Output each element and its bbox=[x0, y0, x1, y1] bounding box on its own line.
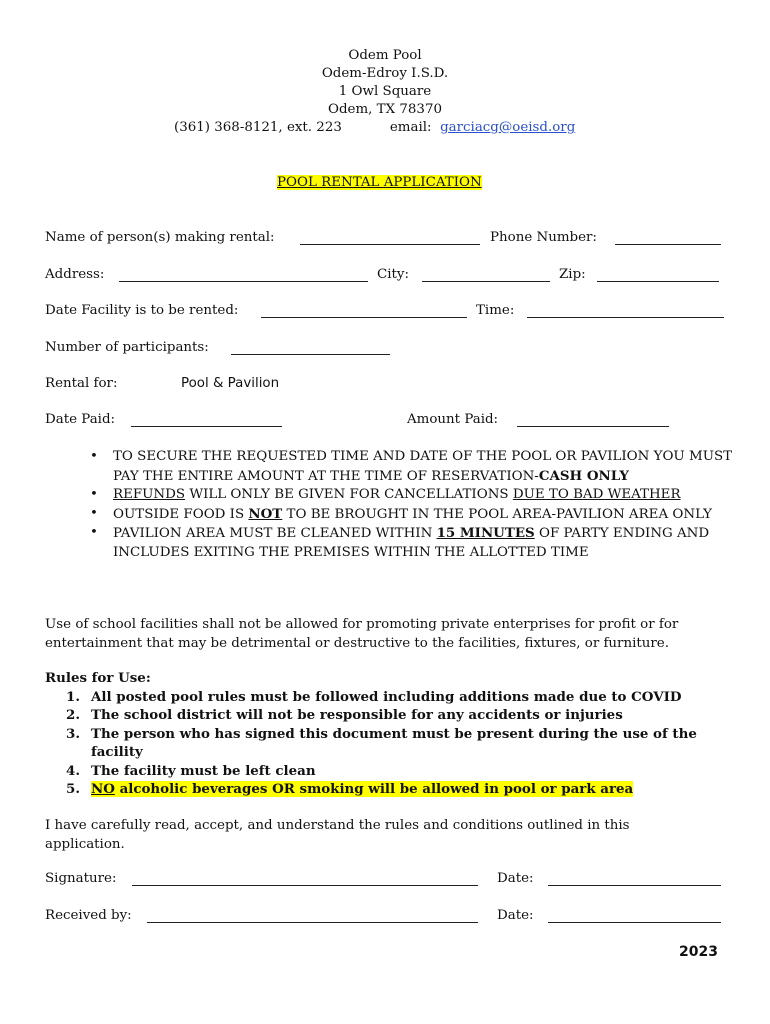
header-phone: (361) 368-8121, ext. 223 bbox=[174, 120, 342, 135]
notice-item bbox=[88, 505, 748, 525]
header-address: 1 Owl Square bbox=[338, 84, 432, 99]
bullet-icon: • bbox=[90, 505, 98, 521]
amount-paid-label: Amount Paid: bbox=[407, 412, 499, 427]
address-label: Address: bbox=[45, 267, 105, 282]
policy-paragraph: Use of school facilities shall not be allowed for promoting private enterprises for profit or for entertainment that may be detrimental or destructive to the facilities, fixtures, or furniture. bbox=[45, 617, 679, 651]
rule-text: The person who has signed this document must be present during the use of the facility bbox=[91, 725, 697, 761]
rules-heading: Rules for Use: bbox=[45, 670, 151, 686]
notice-text: WILL ONLY BE GIVEN FOR CANCELLATIONS bbox=[185, 487, 513, 503]
signature-label: Signature: bbox=[45, 871, 117, 886]
title-wrap bbox=[277, 175, 482, 190]
notice-item bbox=[88, 486, 748, 505]
notice-text: OF PARTY ENDING AND INCLUDES EXITING THE PREMISES WITHIN THE ALLOTTED TIME bbox=[113, 526, 710, 560]
page-title: POOL RENTAL APPLICATION bbox=[277, 175, 482, 190]
name-field[interactable] bbox=[300, 231, 480, 245]
header-district: Odem-Edroy I.S.D. bbox=[321, 66, 449, 81]
acknowledgement: I have carefully read, accept, and understand the rules and conditions outlined in this application. bbox=[45, 818, 630, 852]
received-date-label: Date: bbox=[497, 908, 534, 923]
zip-label: Zip: bbox=[559, 267, 586, 282]
bullet-icon: • bbox=[90, 525, 98, 541]
notice-emphasis: DUE TO BAD WEATHER bbox=[512, 487, 681, 503]
header-org: Odem Pool bbox=[348, 48, 422, 63]
notice-emphasis: CASH ONLY bbox=[538, 467, 629, 484]
amount-paid-field[interactable] bbox=[517, 413, 669, 427]
rule-item: 2. The school district will not be responsible for any accidents or injuries bbox=[66, 707, 623, 724]
signature-field[interactable] bbox=[132, 872, 478, 886]
bullet-icon: • bbox=[90, 449, 98, 464]
time-label: Time: bbox=[476, 303, 515, 318]
signature-date-label: Date: bbox=[497, 871, 534, 886]
rule-text: The school district will not be responsible for any accidents or injuries bbox=[91, 707, 623, 724]
received-by-label: Received by: bbox=[45, 908, 132, 923]
notice-emphasis: 15 MINUTES bbox=[436, 525, 535, 542]
rule-item: 4. The facility must be left clean bbox=[66, 762, 316, 779]
notice-text: TO BE BROUGHT IN THE POOL AREA-PAVILION AREA ONLY bbox=[282, 506, 712, 522]
rental-for-value: Pool & Pavilion bbox=[181, 376, 280, 391]
notice-emphasis: NOT bbox=[248, 505, 283, 522]
address-field[interactable] bbox=[119, 268, 368, 282]
rule-text: alcoholic beverages OR smoking will be allowed in pool or park area bbox=[114, 781, 634, 798]
notice-emphasis: REFUNDS bbox=[113, 487, 186, 503]
phone-field[interactable] bbox=[615, 231, 721, 245]
notice-text: TO SECURE THE REQUESTED TIME AND DATE OF THE POOL OR PAVILION YOU MUST PAY THE ENTIRE AMOUNT AT THE TIME OF RESERVATION- bbox=[113, 449, 733, 484]
participants-label: Number of participants: bbox=[45, 340, 209, 355]
notice-item bbox=[88, 448, 748, 486]
rule-emphasis: NO bbox=[91, 781, 115, 798]
city-label: City: bbox=[377, 267, 409, 282]
rule-item: 1. All posted pool rules must be followed including additions made due to COVID bbox=[66, 689, 682, 705]
header-email-label: email: bbox=[389, 120, 432, 135]
header-contact-line bbox=[174, 120, 575, 135]
notice-list bbox=[88, 448, 748, 563]
received-by-field[interactable] bbox=[147, 909, 478, 923]
notice-text: OUTSIDE FOOD IS bbox=[113, 506, 249, 522]
rule-item: 5. NO alcoholic beverages OR smoking will be allowed in pool or park area bbox=[66, 781, 634, 798]
participants-field[interactable] bbox=[231, 341, 390, 355]
rental-for-label: Rental for: bbox=[45, 376, 118, 391]
signature-date-field[interactable] bbox=[548, 872, 721, 886]
date-paid-field[interactable] bbox=[131, 413, 282, 427]
rules-list bbox=[66, 688, 746, 798]
name-label: Name of person(s) making rental: bbox=[45, 230, 275, 245]
phone-label: Phone Number: bbox=[490, 230, 597, 245]
notice-item bbox=[88, 524, 748, 562]
date-label: Date Facility is to be rented: bbox=[45, 303, 239, 318]
city-field[interactable] bbox=[422, 268, 550, 282]
year-label: 2023 bbox=[679, 944, 718, 960]
rule-text: All posted pool rules must be followed including additions made due to COVID bbox=[91, 689, 682, 705]
header-email-link[interactable]: garciacg@oeisd.org bbox=[440, 120, 576, 135]
time-field[interactable] bbox=[527, 304, 724, 318]
header-city-state-zip: Odem, TX 78370 bbox=[327, 102, 442, 117]
date-field[interactable] bbox=[261, 304, 467, 318]
date-paid-label: Date Paid: bbox=[45, 412, 116, 427]
zip-field[interactable] bbox=[597, 268, 719, 282]
rule-text: The facility must be left clean bbox=[91, 762, 316, 779]
bullet-icon: • bbox=[90, 487, 98, 503]
notice-text: PAVILION AREA MUST BE CLEANED WITHIN bbox=[113, 526, 437, 542]
received-date-field[interactable] bbox=[548, 909, 721, 923]
rule-item: 3. The person who has signed this document must be present during the use of the facility bbox=[66, 725, 697, 761]
